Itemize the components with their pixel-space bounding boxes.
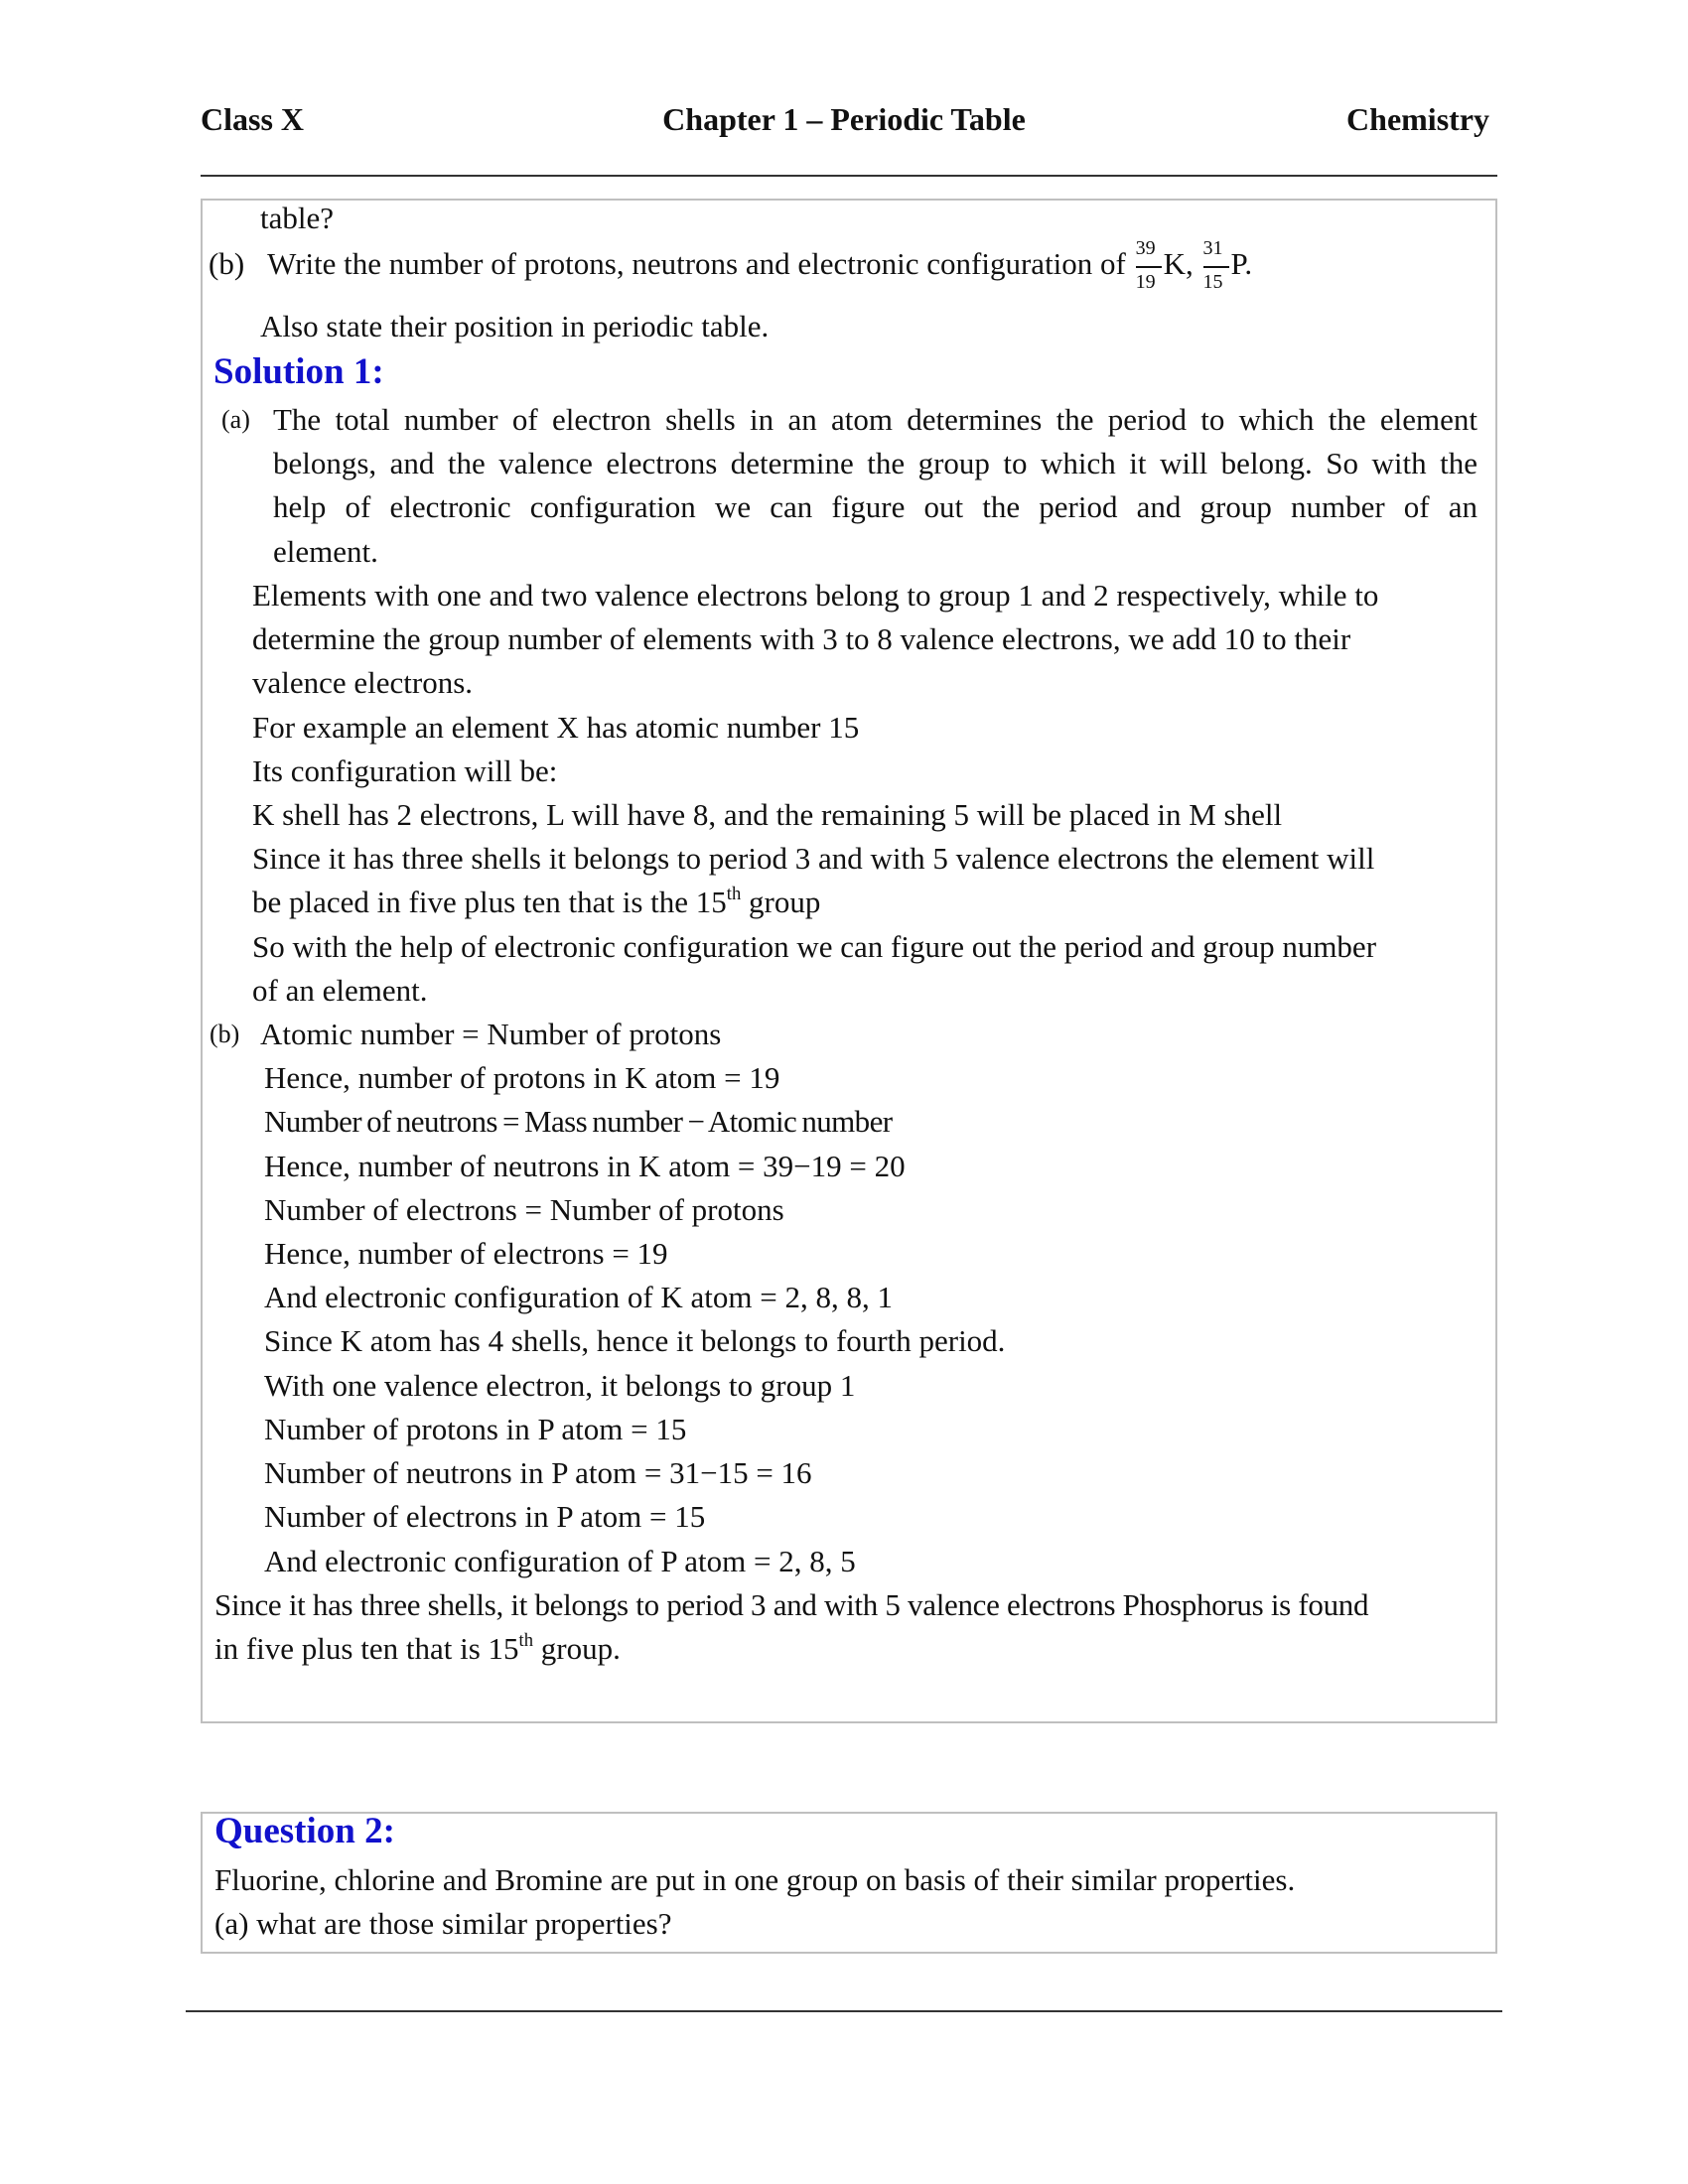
solution-closing-line2	[214, 1629, 621, 1669]
solution-b-line: And electronic configuration of K atom = 2, 8, 8, 1	[264, 1280, 894, 1314]
question-2-heading: Question 2:	[214, 1811, 395, 1851]
isotope-p-number: 15	[1202, 271, 1223, 293]
isotope-k-number: 19	[1135, 271, 1156, 293]
solution-a-line: The total number of electron shells in an atom determines the period to which the element	[273, 402, 1477, 437]
solution-a-body-line: Its configuration will be:	[252, 753, 558, 788]
solution-b-line: Number of protons in P atom = 15	[264, 1412, 687, 1446]
solution-a-body-line: determine the group number of elements with 3 to 8 valence electrons, we add 10 to their	[252, 621, 1351, 656]
header-subject-label: Chemistry	[1346, 101, 1489, 137]
solution-a-body-line: Since it has three shells it belongs to period 3 and with 5 valence electrons the element will	[252, 841, 1375, 876]
question-b-label: (b)	[209, 246, 245, 281]
isotope-potassium	[1134, 237, 1164, 293]
solution-a-body-line: of an element.	[252, 973, 428, 1008]
header-class-label: Class X	[201, 101, 305, 137]
group-line-after: group	[741, 885, 821, 919]
solution-a-body-line: K shell has 2 electrons, L will have 8, and the remaining 5 will be placed in M shell	[252, 797, 1283, 832]
solution-b-line: Hence, number of protons in K atom = 19	[264, 1060, 780, 1095]
solution-a-body-line: For example an element X has atomic number 15	[252, 710, 860, 745]
solution-b-line: And electronic configuration of P atom = 2, 8, 5	[264, 1544, 856, 1578]
isotope-k-bar	[1136, 266, 1162, 268]
solution-a-line: belongs, and the valence electrons determine the group to which it will belong. So with the	[273, 446, 1477, 480]
solution-b-label: (b)	[210, 1020, 240, 1048]
solution-a-label: (a)	[221, 405, 250, 434]
question-2-line: (a) what are those similar properties?	[214, 1906, 672, 1941]
question-2-line: Fluorine, chlorine and Bromine are put in one group on basis of their similar properties.	[214, 1862, 1296, 1897]
solution-b-first-line: Atomic number = Number of protons	[260, 1017, 722, 1051]
header-divider	[201, 175, 1497, 177]
solution-a-group-line	[252, 883, 820, 922]
solution-b-line: Number of neutrons in P atom = 31−15 = 16	[264, 1455, 812, 1490]
isotope-p-mass: 31	[1202, 237, 1223, 259]
solution-b-line: With one valence electron, it belongs to group 1	[264, 1368, 856, 1403]
solution-b-line: Hence, number of neutrons in K atom = 39−19 = 20	[264, 1149, 906, 1183]
isotope-k-mass: 39	[1135, 237, 1156, 259]
solution-b-line: Number of electrons in P atom = 15	[264, 1499, 706, 1534]
solution-a-line: help of electronic configuration we can figure out the period and group number of an	[273, 489, 1477, 524]
solution-a-body-line: valence electrons.	[252, 665, 474, 700]
solution-closing-line: Since it has three shells, it belongs to period 3 and with 5 valence electrons Phosphorus is found	[214, 1587, 1369, 1622]
closing-line-text: in five plus ten that is 15	[214, 1631, 519, 1666]
question-b-text2: Also state their position in periodic table.	[260, 309, 770, 343]
solution-a-body-line: Elements with one and two valence electrons belong to group 1 and 2 respectively, while to	[252, 578, 1379, 613]
group-line-text: be placed in five plus ten that is the 15	[252, 885, 727, 919]
solution-heading: Solution 1:	[213, 351, 384, 392]
solution-b-line: Since K atom has 4 shells, hence it belongs to fourth period.	[264, 1323, 1006, 1358]
isotope-k-symbol: K,	[1163, 246, 1194, 281]
question-continued-text: table?	[260, 201, 335, 235]
solution-a-body-line: So with the help of electronic configuration we can figure out the period and group number	[252, 929, 1377, 964]
isotope-p-symbol: P.	[1230, 246, 1253, 281]
header-chapter-title: Chapter 1 – Periodic Table	[662, 101, 1026, 137]
solution-a-line: element.	[273, 534, 378, 569]
solution-b-line: Number of electrons = Number of protons	[264, 1192, 784, 1227]
group-line-sup: th	[726, 883, 742, 904]
isotope-phosphorus	[1201, 237, 1231, 293]
closing-line-sup: th	[518, 1629, 533, 1651]
footer-divider	[186, 2010, 1502, 2012]
question-part-b	[209, 237, 1253, 293]
question-b-text: Write the number of protons, neutrons and electronic configuration of	[267, 246, 1126, 281]
solution-b-line: Number of neutrons = Mass number − Atomic number	[264, 1104, 893, 1139]
isotope-p-bar	[1203, 266, 1229, 268]
closing-line-after: group.	[533, 1631, 621, 1666]
solution-b-line: Hence, number of electrons = 19	[264, 1236, 668, 1271]
